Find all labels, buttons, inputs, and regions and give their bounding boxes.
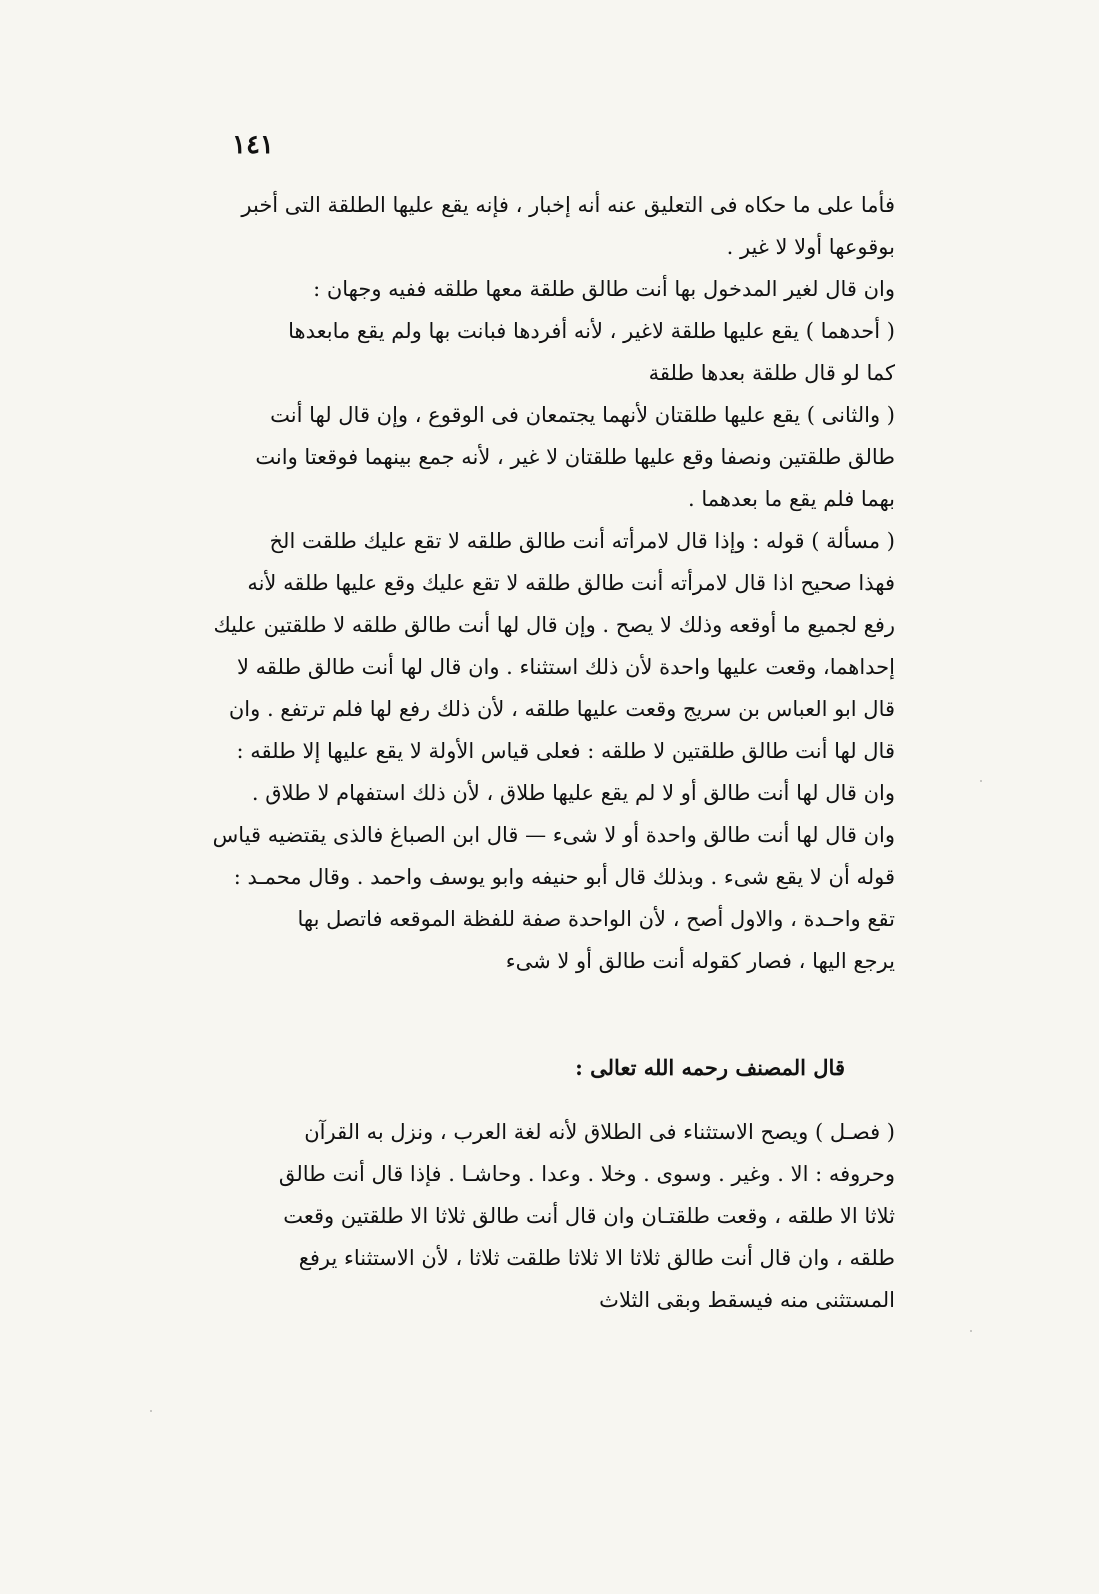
text-line: طلقه ، وان قال أنت طالق ثلاثا الا ثلاثا طلقت ثلاثا ، لأن الاستثناء يرفع	[298, 1246, 895, 1270]
text-line: قال ابو العباس بن سريج وقعت عليها طلقه ، لأن ذلك رفع لها فلم ترتفع . وان	[228, 697, 895, 721]
text-line: فهذا صحيح اذا قال لامرأته أنت طالق طلقه لا تقع عليك وقع عليها طلقه لأنه	[247, 571, 895, 595]
text-line: المستثنى منه فيسقط وبقى الثلاث	[599, 1288, 895, 1312]
text-line: كما لو قال طلقة بعدها طلقة	[648, 361, 895, 385]
section-heading-block	[185, 1048, 845, 1090]
body-text-block-2	[185, 1112, 895, 1332]
text-line: وان قال لها أنت طالق واحدة أو لا شىء — قال ابن الصباغ فالذى يقتضيه قياس	[212, 823, 895, 847]
scan-speck	[970, 1330, 972, 1332]
text-line: رفع لجميع ما أوقعه وذلك لا يصح . وإن قال لها أنت طالق طلقه لا طلقتين عليك	[213, 613, 895, 637]
text-line: قوله أن لا يقع شىء . وبذلك قال أبو حنيفه وابو يوسف واحمد . وقال محمـد :	[233, 865, 895, 889]
text-line: فأما على ما حكاه فى التعليق عنه أنه إخبار ، فإنه يقع عليها الطلقة التى أخبر	[241, 193, 895, 217]
text-line: طالق طلقتين ونصفا وقع عليها طلقتان لا غير ، لأنه جمع بينهما فوقعتا وانت	[255, 445, 895, 469]
text-line: إحداهما، وقعت عليها واحدة لأن ذلك استثناء . وان قال لها أنت طالق طلقه لا	[237, 655, 895, 679]
scan-speck	[150, 1410, 152, 1412]
text-line: قال لها أنت طالق طلقتين لا طلقه : فعلى قياس الأولة لا يقع عليها إلا طلقه :	[236, 739, 895, 763]
text-line: بهما فلم يقع ما بعدهما .	[688, 487, 895, 511]
text-line: ( أحدهما ) يقع عليها طلقة لاغير ، لأنه أفردها فبانت بها ولم يقع مابعدها	[288, 319, 895, 343]
text-line: وحروفه : الا . وغير . وسوى . وخلا . وعدا . وحاشـا . فإذا قال أنت طالق	[278, 1162, 895, 1186]
text-line: تقع واحـدة ، والاول أصح ، لأن الواحدة صفة للفظة الموقعه فاتصل بها	[297, 907, 895, 931]
body-text-block	[185, 185, 895, 973]
text-line: ( فصـل ) ويصح الاستثناء فى الطلاق لأنه لغة العرب ، ونزل به القرآن	[304, 1120, 895, 1144]
text-line: ( والثانى ) يقع عليها طلقتان لأنهما يجتمعان فى الوقوع ، وإن قال لها أنت	[270, 403, 895, 427]
text-line: ( مسألة ) قوله : وإذا قال لامرأته أنت طالق طلقه لا تقع عليك طلقت الخ	[269, 529, 895, 553]
text-line: وان قال لغير المدخول بها أنت طالق طلقة معها طلقه ففيه وجهان :	[313, 277, 895, 301]
text-line: يرجع اليها ، فصار كقوله أنت طالق أو لا شىء	[505, 949, 895, 973]
text-line: وان قال لها أنت طالق أو لا لم يقع عليها طلاق ، لأن ذلك استفهام لا طلاق .	[251, 781, 895, 805]
text-line: ثلاثا الا طلقه ، وقعت طلقتـان وان قال أنت طالق ثلاثا الا طلقتين وقعت	[283, 1204, 895, 1228]
scan-speck	[980, 780, 982, 782]
page-number: ١٤١	[232, 130, 274, 160]
section-heading: قال المصنف رحمه الله تعالى :	[575, 1055, 845, 1080]
text-line: بوقوعها أولا لا غير .	[726, 235, 895, 259]
